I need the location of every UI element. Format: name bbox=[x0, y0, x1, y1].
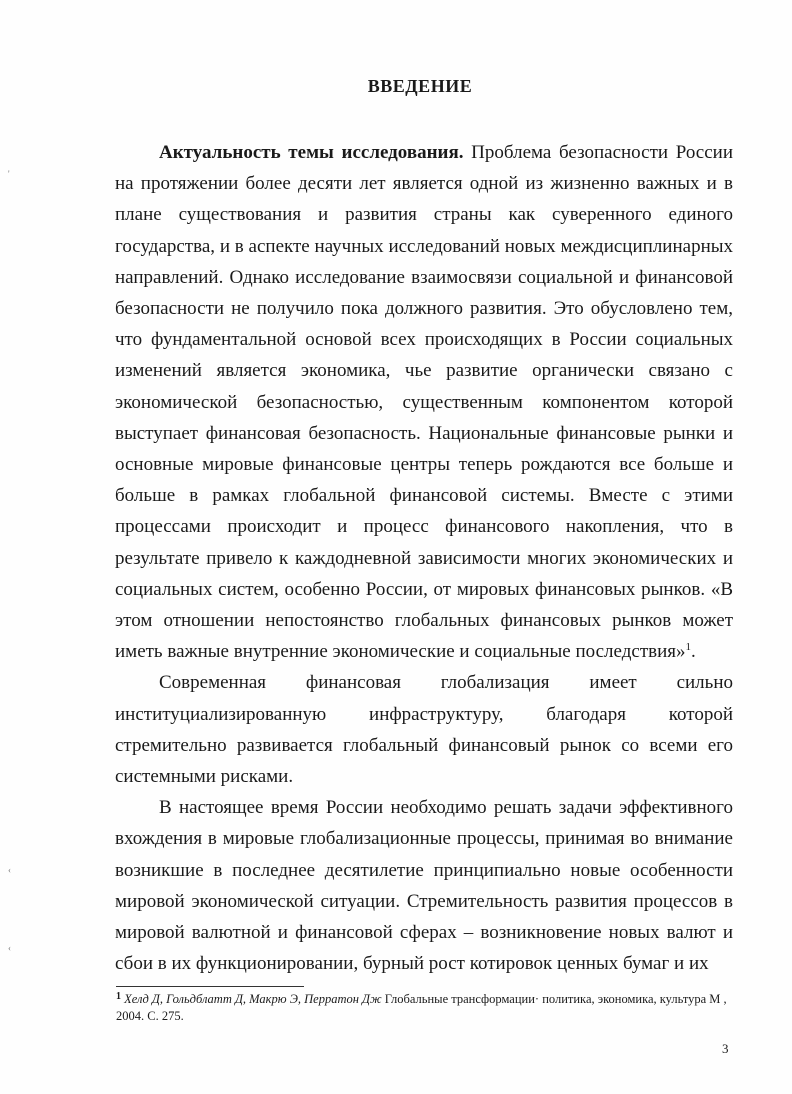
paragraph-2 bbox=[115, 667, 733, 792]
paragraph-text: Проблема безопасности России на протяжении более десяти лет является одной из жизненно важных и в плане существования и развития страны как суверенного единого государства, и в аспекте научных исследований новых междисциплинарных направлений. Однако исследование взаимосвязи социальной и финансовой безопасности не получило пока должного развития. Это обусловлено тем, что фундаментальной основой всех происходящих в России социальных изменений является экономика, чье развитие органически связано с экономической безопасностью, существенным компонентом которой выступает финансовая безопасность. Национальные финансовые рынки и основные мировые финансовые центры теперь рождаются все больше и больше в рамках глобальной финансовой системы. Вместе с этими процессами происходит и процесс финансового накопления, что в результате привело к каждодневной зависимости многих экономических и социальных систем, особенно России, от мировых финансовых рынков. «В этом отношении непостоянство глобальных финансовых рынков может иметь важные внутренние экономические и социальные последствия» bbox=[115, 142, 733, 663]
footnote-text: Глобальные трансформации· политика, экономика, культура М , 2004. С. 275. bbox=[116, 992, 727, 1023]
page-number: 3 bbox=[722, 1041, 729, 1056]
footnote-divider bbox=[116, 986, 304, 987]
paragraph-text: В настоящее время России необходимо решать задачи эффективного вхождения в мировые глобализационные процессы, принимая во внимание возникшие в последнее десятилетие принципиально новые особенности мировой экономической ситуации. Стремительность развития процессов в мировой валютной и финансовой сферах – возникновение новых валют и сбои в их функционировании, бурный рост котировок ценных бумаг и их bbox=[115, 797, 733, 975]
paragraph-tail: . bbox=[691, 641, 696, 663]
body-text bbox=[115, 137, 733, 979]
scan-speck: ‹ bbox=[8, 943, 11, 953]
paragraph-text: Современная финансовая глобализация имеет сильно институциализированную инфраструктуру, благодаря которой стремительно развивается глобальный финансовый рынок со всеми его системными рисками. bbox=[115, 672, 733, 788]
footnote-mark: 1 bbox=[116, 991, 121, 1002]
scan-speck: ' bbox=[8, 169, 10, 179]
footnote-authors: Хелд Д, Гольдблатт Д, Макрю Э, Перратон Дж bbox=[124, 992, 382, 1006]
page-title: ВВЕДЕНИЕ bbox=[367, 76, 473, 96]
paragraph-1 bbox=[115, 137, 733, 667]
paragraph-3 bbox=[115, 792, 733, 979]
scan-speck: ‹ bbox=[8, 865, 11, 875]
footnote-reference[interactable]: 1 bbox=[685, 641, 692, 654]
paragraph-lead: Актуальность темы исследования. bbox=[159, 142, 464, 163]
footnote bbox=[116, 991, 738, 1024]
